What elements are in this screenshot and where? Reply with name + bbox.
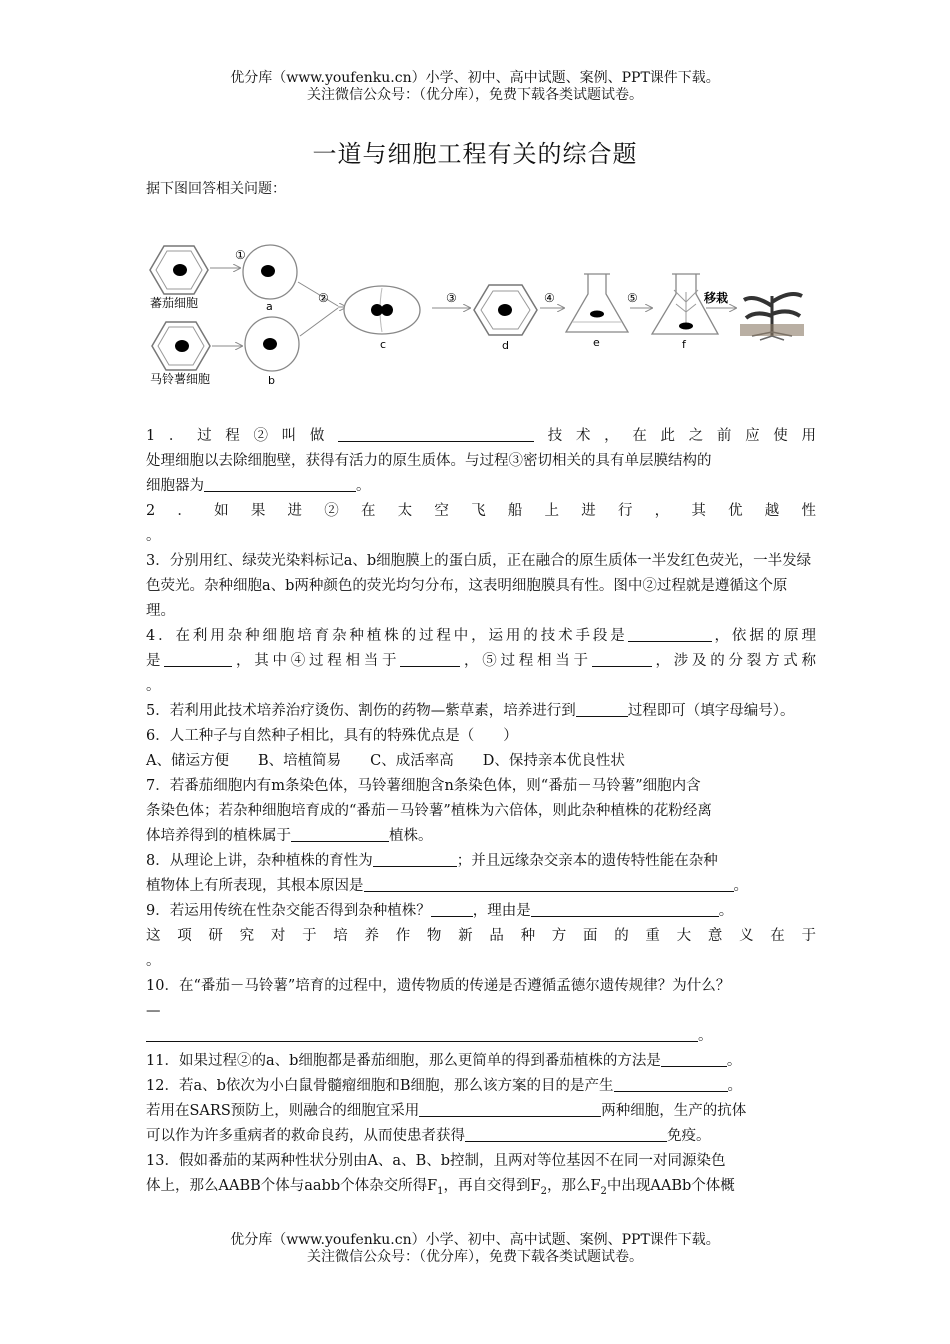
q4-blank-4[interactable] (592, 650, 652, 667)
q13-sub-1: 1 (437, 1185, 444, 1197)
q12-blank-3[interactable] (465, 1125, 667, 1142)
fused-cell-c (344, 286, 420, 334)
q4-text-c: 是 (146, 653, 165, 669)
label-e: e (593, 336, 600, 349)
q13-sub-2: 2 (540, 1185, 547, 1197)
q6-options: A、储运方便 B、培植简易 C、成活率高 D、保持亲本优良性状 (146, 753, 625, 769)
intro-text: 据下图回答相关问题： (146, 181, 286, 197)
q13-text-d: ，那么F (546, 1178, 601, 1194)
q2-line-2: 。 (146, 528, 161, 544)
q11-text-b: 。 (726, 1053, 742, 1069)
q12-text-a: 12．若a、b依次为小白鼠骨髓瘤细胞和B细胞，那么该方案的目的是产生 (146, 1078, 614, 1094)
q1-line-3 (146, 474, 816, 499)
q1-blank-1[interactable] (338, 425, 534, 442)
q4-line-3: 。 (146, 678, 161, 694)
label-d: d (502, 339, 509, 352)
q1-text-b: 技术，在此之前应使用 (534, 428, 816, 444)
footer-line-2: 关注微信公众号：（优分库），免费下载各类试题试卷。 (307, 1249, 643, 1265)
q7-text-c: 体培养得到的植株属于 (146, 828, 291, 844)
q9-line-3: 。 (146, 953, 161, 969)
q8-text-b: ；并且远缘杂交亲本的遗传特性能在杂种 (456, 853, 718, 869)
q7-line-1: 7．若番茄细胞内有m条染色体，马铃薯细胞含n条染色体，则“番茄－马铃薯”细胞内含 (146, 778, 701, 794)
q12-text-c: 若用在SARS预防上，则融合的细胞宜采用 (146, 1103, 420, 1119)
label-b: b (268, 374, 275, 387)
q4-text-d: ，其中④过程相当于 (232, 653, 401, 669)
q12-text-f: 免疫。 (667, 1128, 711, 1144)
hybrid-plant-image (740, 284, 804, 340)
q10-line-1: 10．在“番茄－马铃薯”培育的过程中，遗传物质的传递是否遵循孟德尔遗传规律？为什么？ (146, 978, 731, 994)
q11 (146, 1049, 816, 1074)
q8-text-a: 8．从理论上讲，杂种植株的育性为 (146, 853, 373, 869)
step-1-label: ① (235, 248, 246, 262)
q4-line-1 (146, 624, 816, 649)
transplant-label: 移栽 (704, 291, 729, 305)
q12-text-d: 两种细胞，生产的抗体 (601, 1103, 747, 1119)
q8-blank-1[interactable] (373, 850, 457, 867)
q1-text-a: 1．过程②叫做 (146, 428, 339, 444)
questions (146, 424, 816, 1204)
q9-line-1 (146, 899, 816, 924)
q5-text-b: 过程即可（填字母编号）。 (627, 703, 795, 719)
protoplast-b (245, 317, 299, 371)
q12-blank-2[interactable] (419, 1100, 601, 1117)
q4-text-f: ，涉及的分裂方式称 (651, 653, 816, 669)
q1-blank-2[interactable] (204, 475, 356, 492)
q8-text-d: 。 (733, 878, 748, 894)
hybrid-cell-d (474, 285, 537, 335)
q11-text-a: 11．如果过程②的a、b细胞都是番茄细胞，那么更简单的得到番茄植株的方法是 (146, 1053, 661, 1069)
q2-line-1: 2．如果进②在太空飞船上进行，其优越性 (146, 503, 816, 519)
q10-blank[interactable] (146, 1025, 698, 1042)
page-title: 一道与细胞工程有关的综合题 (312, 140, 638, 168)
q12-line-1 (146, 1074, 816, 1099)
q4-text-b: ，依据的原理 (711, 628, 816, 644)
q12-line-3 (146, 1124, 816, 1149)
q8-line-1 (146, 849, 816, 874)
q10-line-2: — (146, 1003, 161, 1019)
footer (0, 1232, 950, 1266)
cell-fusion-diagram (140, 236, 820, 396)
q5 (146, 699, 816, 724)
callus-flask-e (566, 274, 628, 332)
label-f: f (682, 338, 686, 351)
potato-cell-label: 马铃薯细胞 (150, 372, 211, 386)
step-5-label: ⑤ (627, 291, 638, 305)
q9-blank-1[interactable] (431, 900, 473, 917)
tomato-cell-label: 蕃茄细胞 (150, 296, 199, 310)
header (0, 70, 950, 104)
q12-text-b: 。 (727, 1078, 743, 1094)
q7-line-3 (146, 824, 816, 849)
q9-text-c: 。 (718, 903, 734, 919)
q10-line-3 (146, 1024, 816, 1049)
q11-blank[interactable] (661, 1050, 727, 1067)
tomato-cell (150, 246, 208, 294)
q13-sub-3: 2 (600, 1185, 607, 1197)
q12-line-2 (146, 1099, 816, 1124)
potato-cell (152, 322, 210, 370)
q8-blank-2[interactable] (364, 875, 734, 892)
q4-blank-2[interactable] (164, 650, 232, 667)
step-3-label: ③ (446, 291, 457, 305)
q9-text-b: ，理由是 (472, 903, 531, 919)
q1-line-1 (146, 424, 816, 449)
footer-line-1: 优分库（www.youfenku.cn）小学、初中、高中试题、案例、PPT课件下载。 (230, 1232, 720, 1248)
q13-line-1: 13．假如番茄的某两种性状分别由A、a、B、b控制，且两对等位基因不在同一对同源染色 (146, 1153, 726, 1169)
label-c: c (380, 338, 387, 351)
q7-blank[interactable] (291, 825, 389, 842)
q5-text-a: 5．若利用此技术培养治疗烫伤、割伤的药物—紫草素，培养进行到 (146, 703, 576, 719)
step-4-label: ④ (544, 291, 555, 305)
label-a: a (266, 300, 273, 313)
q13-text-c: ，再自交得到F (443, 1178, 541, 1194)
q4-text-e: ，⑤过程相当于 (460, 653, 592, 669)
q4-line-2 (146, 649, 816, 674)
q9-line-2: 这项研究对于培养作物新品种方面的重大意义在于 (146, 928, 816, 944)
header-line-1: 优分库（www.youfenku.cn）小学、初中、高中试题、案例、PPT课件下载。 (230, 70, 720, 86)
q6: 6．人工种子与自然种子相比，具有的特殊优点是（ ） (146, 728, 518, 744)
protoplast-a (243, 245, 297, 299)
q13-text-e: 中出现AABb个体概 (606, 1178, 735, 1194)
q1-text-e: 。 (356, 478, 371, 494)
q1-text-d: 细胞器为 (146, 478, 204, 494)
q10-text-c: 。 (698, 1028, 713, 1044)
step-2-label: ② (318, 291, 329, 305)
arrow-step-2-bottom (300, 308, 338, 336)
q9-text-a: 9．若运用传统在性杂交能否得到杂种植株？ (146, 903, 431, 919)
q8-text-c: 植物体上有所表现，其根本原因是 (146, 878, 364, 894)
header-line-2: 关注微信公众号：（优分库），免费下载各类试题试卷。 (307, 87, 643, 103)
q4-text-a: 4．在利用杂种细胞培育杂种植株的过程中，运用的技术手段是 (146, 628, 628, 644)
q13-text-b: 体上，那么AABB个体与aabb个体杂交所得F (146, 1178, 438, 1194)
q4-blank-3[interactable] (400, 650, 460, 667)
q12-text-e: 可以作为许多重病者的救命良药，从而使患者获得 (146, 1128, 465, 1144)
q4-blank-1[interactable] (628, 625, 712, 642)
q9-blank-2[interactable] (531, 900, 719, 917)
q5-blank[interactable] (576, 700, 628, 717)
q8-line-2 (146, 874, 816, 899)
q13-line-2 (146, 1174, 816, 1204)
q1-line-2: 处理细胞以去除细胞壁，获得有活力的原生质体。与过程③密切相关的具有单层膜结构的 (146, 453, 712, 469)
q7-line-2: 条染色体；若杂种细胞培育成的“番茄－马铃薯”植株为六倍体，则此杂种植株的花粉经离 (146, 803, 712, 819)
q3: 3．分别用红、绿荧光染料标记a、b细胞膜上的蛋白质，正在融合的原生质体一半发红色荧光，一半发绿色荧光。杂种细胞a、b两种颜色的荧光均匀分布，这表明细胞膜具有性。图中②过程就是遵循这个原理。 (146, 553, 812, 619)
q7-text-d: 植株。 (389, 828, 433, 844)
q12-blank-1[interactable] (614, 1075, 728, 1092)
